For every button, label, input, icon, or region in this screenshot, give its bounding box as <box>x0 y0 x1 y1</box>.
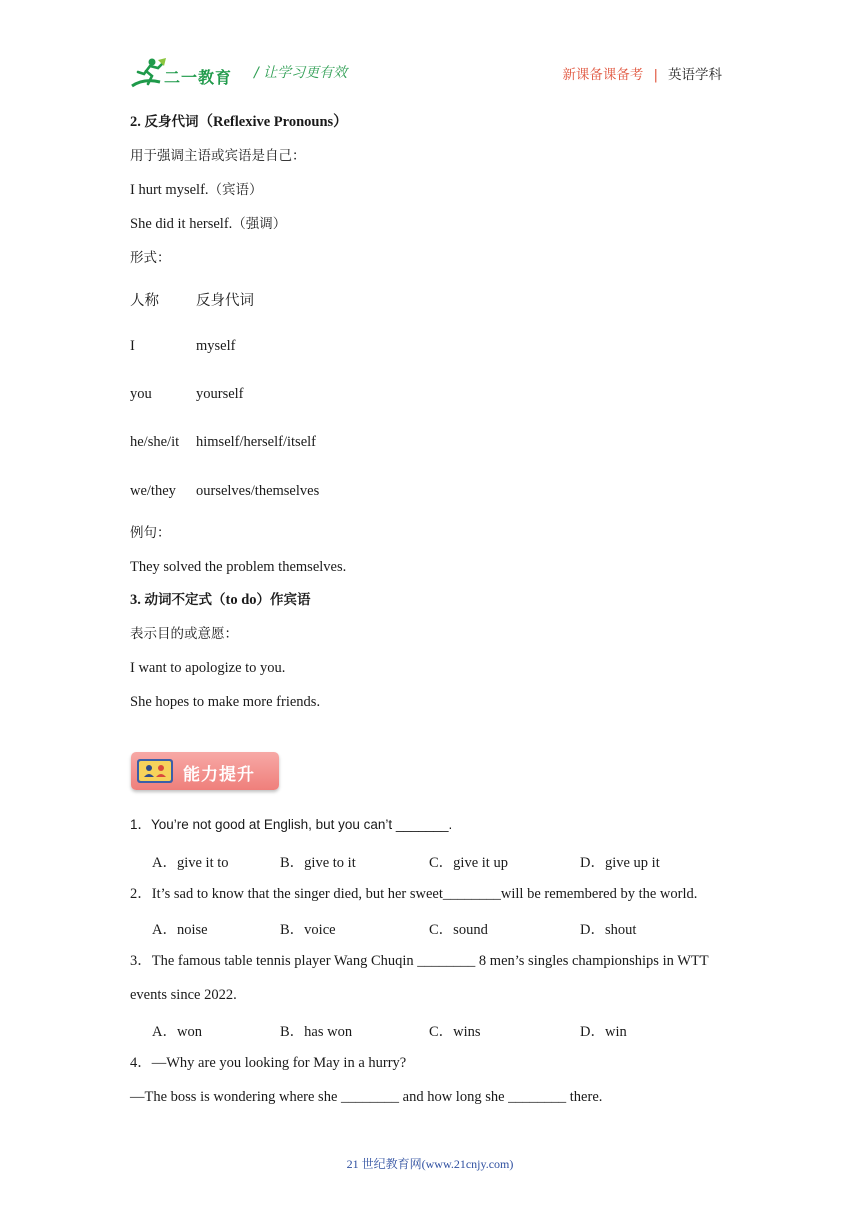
subject-label: 英语学科 <box>668 67 722 83</box>
q2-option-d: D．shout <box>580 922 637 938</box>
section3-intro: 表示目的或意愿： <box>130 626 238 642</box>
section3-title-cn-a: 动词不定式（ <box>144 592 226 608</box>
question-3-stem: 3．The famous table tennis player Wang Chuqin ________ 8 men’s singles championships in WTT <box>130 953 709 969</box>
section3-title-en: to do <box>225 592 257 608</box>
section2-title-cn: 反身代词 <box>144 114 199 130</box>
header-right <box>562 63 722 83</box>
section3-example-2: She hopes to make more friends. <box>130 694 321 710</box>
people-board-icon <box>137 759 173 783</box>
section2-heading <box>130 113 348 131</box>
q1-option-d: D．give up it <box>580 855 660 871</box>
page-header <box>130 54 730 94</box>
forms-label: 形式： <box>130 250 171 266</box>
q1-option-b: B．give to it <box>280 855 356 871</box>
header-slogan: / 让学习更有效 <box>254 65 348 81</box>
table-cell: himself/herself/itself <box>196 434 316 450</box>
q1-option-a: A．give it to <box>152 855 229 871</box>
section3-example-1: I want to apologize to you. <box>130 660 286 676</box>
q3-option-a: A．won <box>152 1024 202 1040</box>
section2-number: 2. <box>130 114 141 130</box>
q2-option-a: A．noise <box>152 922 208 938</box>
q3-option-b: B．has won <box>280 1024 353 1040</box>
q3-option-c: C．wins <box>429 1024 481 1040</box>
example-2-note: （强调） <box>232 216 287 232</box>
logo-text: 二一教育 <box>164 68 233 87</box>
section2-title-en: （Reflexive Pronouns） <box>198 114 348 130</box>
table-cell: myself <box>196 338 236 354</box>
q1-option-c: C．give it up <box>429 855 508 871</box>
section3-number: 3. <box>130 592 141 608</box>
example-sentence: They solved the problem themselves. <box>130 559 347 575</box>
table-cell: we/they <box>130 483 176 499</box>
exam-label: 新课备课备考 <box>562 67 644 83</box>
q2-option-c: C．sound <box>429 922 488 938</box>
q3-option-d: D．win <box>580 1024 627 1040</box>
question-4-dialogue: —The boss is wondering where she ________ and how long she ________ there. <box>130 1089 603 1105</box>
header-separator: | <box>653 67 658 83</box>
example-label: 例句： <box>130 525 171 541</box>
question-1-stem: 1．You’re not good at English, but you can’t _______. <box>130 817 453 832</box>
question-2-stem: 2．It’s sad to know that the singer died, but her sweet________will be remembered by the world. <box>130 886 698 902</box>
table-header-reflexive: 反身代词 <box>196 293 254 309</box>
example-2-en: She did it herself. <box>130 216 233 232</box>
table-cell: I <box>130 338 135 354</box>
section3-title-cn-b: ）作宾语 <box>256 592 311 608</box>
question-3-stem-cont: events since 2022. <box>130 987 237 1003</box>
example-1-note: （宾语） <box>208 182 263 198</box>
table-cell: you <box>130 386 152 402</box>
brand-logo <box>130 56 242 90</box>
example-1-en: I hurt myself. <box>130 182 209 198</box>
example-sentence-2 <box>130 215 286 233</box>
question-4-stem: 4．—Why are you looking for May in a hurry? <box>130 1055 407 1071</box>
example-sentence-1 <box>130 181 263 199</box>
table-cell: ourselves/themselves <box>196 483 320 499</box>
q2-option-b: B．voice <box>280 922 336 938</box>
banner-title: 能力提升 <box>183 765 255 785</box>
table-header-person: 人称 <box>130 293 159 309</box>
section3-heading <box>130 591 311 609</box>
table-cell: yourself <box>196 386 244 402</box>
section2-intro: 用于强调主语或宾语是自己： <box>130 148 306 164</box>
page-footer: 21 世纪教育网(www.21cnjy.com) <box>346 1157 514 1171</box>
ability-banner <box>131 752 279 790</box>
table-cell: he/she/it <box>130 434 180 450</box>
